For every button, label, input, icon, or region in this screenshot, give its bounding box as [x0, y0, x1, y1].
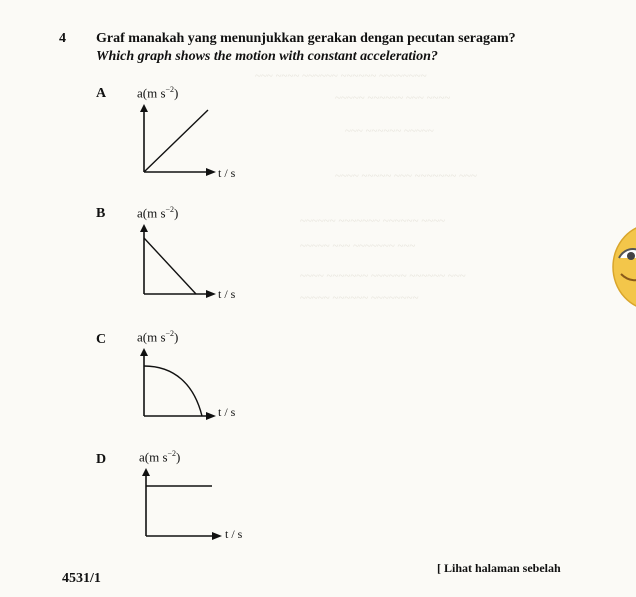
- option-a-x-axis-label: t / s: [218, 166, 236, 180]
- option-a-letter: A: [96, 86, 107, 101]
- option-c-letter: C: [96, 332, 107, 347]
- next-page-note: [ Lihat halaman sebelah: [437, 561, 561, 575]
- option-b-graph: [136, 220, 226, 300]
- option-d-y-axis-label: a(m $s^{-2}$): [139, 449, 181, 465]
- x-axis-arrow: [206, 290, 216, 298]
- option-b-y-axis-label: a(m $s^{-2}$): [137, 205, 179, 221]
- x-axis-arrow: [206, 168, 216, 176]
- option-d-x-axis-label: t / s: [225, 527, 243, 541]
- option-a-graph: [136, 100, 226, 180]
- option-c-graph: [136, 344, 226, 424]
- option-b-x-axis-label: t / s: [218, 287, 236, 301]
- option-c-y-axis-label: a(m $s^{-2}$): [137, 329, 179, 345]
- option-d-letter: D: [96, 452, 107, 467]
- graph-line: [144, 110, 208, 172]
- option-c-x-axis-label: t / s: [218, 405, 236, 419]
- option-b-letter: B: [96, 206, 106, 221]
- paper-code: 4531/1: [62, 571, 101, 586]
- question-text: [96, 30, 516, 66]
- question-number: 4: [59, 31, 66, 46]
- emoji-face-icon: [611, 224, 636, 310]
- option-d-graph: [138, 464, 228, 544]
- x-axis-arrow: [212, 532, 222, 540]
- question-text-malay: Graf manakah yang menunjukkan gerakan dengan pecutan seragam?: [96, 31, 516, 46]
- x-axis-arrow: [206, 412, 216, 420]
- option-a-y-axis-label: a(m $s^{-2}$): [137, 85, 179, 101]
- graph-line: [144, 238, 196, 294]
- graph-curve: [144, 366, 202, 416]
- question-text-english: Which graph shows the motion with constant acceleration?: [96, 49, 438, 64]
